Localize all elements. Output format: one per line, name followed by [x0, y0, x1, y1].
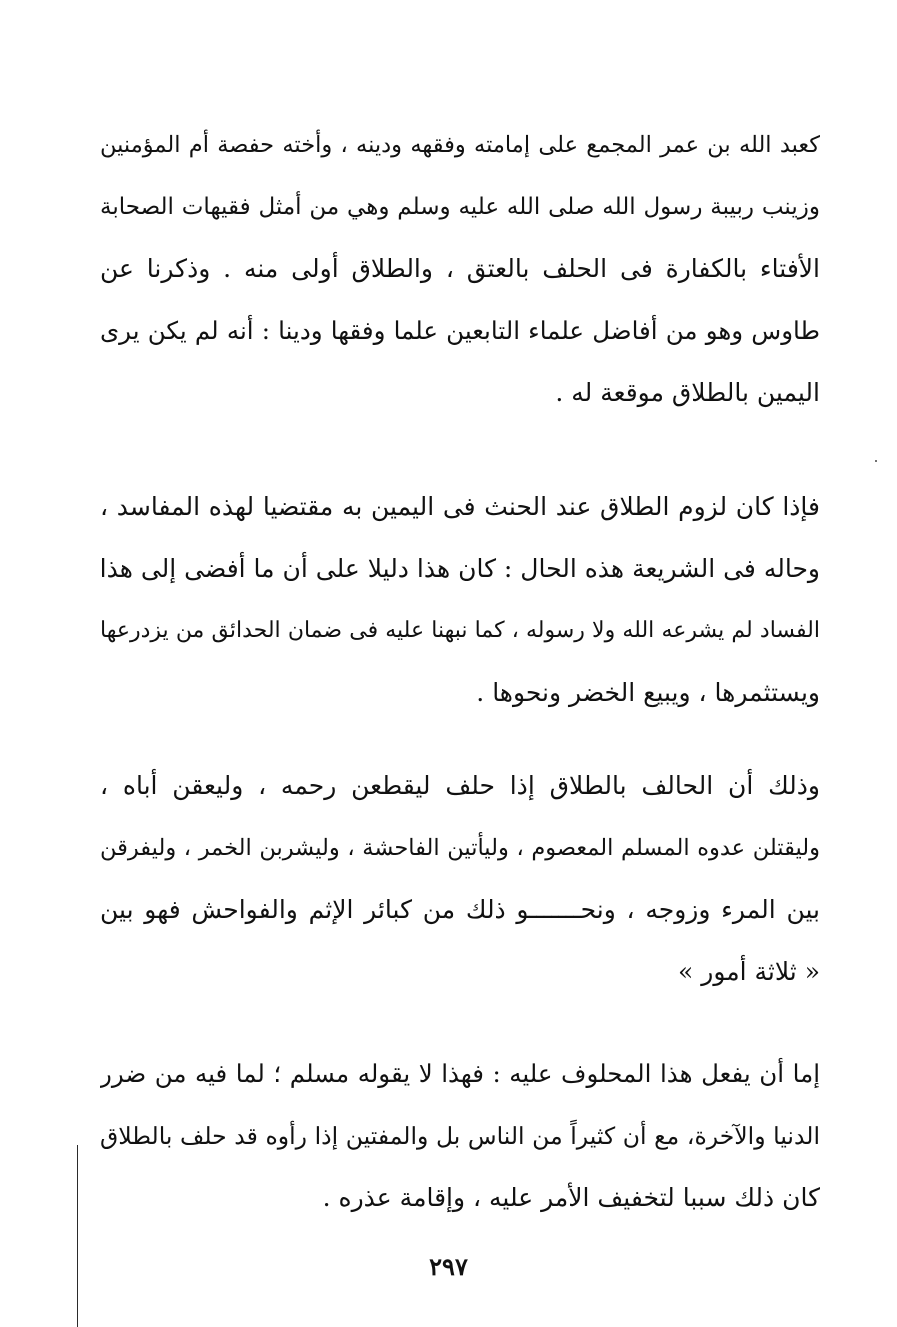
paragraph-line: إما أن يفعل هذا المحلوف عليه : فهذا لا يقوله مسلم ؛ لما فيه من ضرر	[100, 1059, 820, 1088]
paragraph-2	[100, 476, 820, 724]
paragraph-line: وزينب ربيبة رسول الله صلى الله عليه وسلم وهي من أمثل فقيهات الصحابة	[100, 194, 820, 220]
paragraph-line: كعبد الله بن عمر المجمع على إمامته وفقهه ودينه ، وأخته حفصة أم المؤمنين	[100, 132, 820, 158]
paragraph-line: وحاله فى الشريعة هذه الحال : كان هذا دليلا على أن ما أفضى إلى هذا	[100, 554, 820, 583]
paragraph-line: وليقتلن عدوه المسلم المعصوم ، وليأتين الفاحشة ، وليشربن الخمر ، وليفرقن	[100, 835, 820, 861]
paragraph-3	[100, 755, 820, 1003]
paragraph-line: فإذا كان لزوم الطلاق عند الحنث فى اليمين به مقتضيا لهذه المفاسد ،	[100, 492, 820, 521]
paragraph-line: كان ذلك سببا لتخفيف الأمر عليه ، وإقامة عذره .	[322, 1183, 820, 1212]
paragraph-4	[100, 1043, 820, 1229]
paragraph-line: الدنيا والآخرة، مع أن كثيراً من الناس بل والمفتين إذا رأوه قد حلف بالطلاق	[100, 1122, 820, 1150]
paragraph-line: بين المرء وزوجه ، ونحـــــــو ذلك من كبائر الإثم والفواحش فهو بين	[100, 895, 820, 924]
paragraph-line: طاوس وهو من أفاضل علماء التابعين علما وفقها ودينا : أنه لم يكن يرى	[100, 316, 820, 345]
paragraph-1	[100, 114, 820, 424]
paragraph-line: وذلك أن الحالف بالطلاق إذا حلف ليقطعن رحمه ، وليعقن أباه ،	[100, 771, 820, 800]
scan-speck	[875, 460, 877, 462]
paragraph-line: ويستثمرها ، ويبيع الخضر ونحوها .	[476, 678, 820, 707]
paragraph-line: الأفتاء بالكفارة فى الحلف بالعتق ، والطلاق أولى منه . وذكرنا عن	[100, 254, 820, 283]
scan-edge-line	[77, 1145, 78, 1327]
paragraph-line: اليمين بالطلاق موقعة له .	[555, 378, 820, 407]
paragraph-line: « ثلاثة أمور »	[678, 957, 820, 986]
page-number: ٢٩٧	[429, 1252, 468, 1281]
paragraph-line: الفساد لم يشرعه الله ولا رسوله ، كما نبهنا عليه فى ضمان الحدائق من يزدرعها	[100, 618, 820, 643]
